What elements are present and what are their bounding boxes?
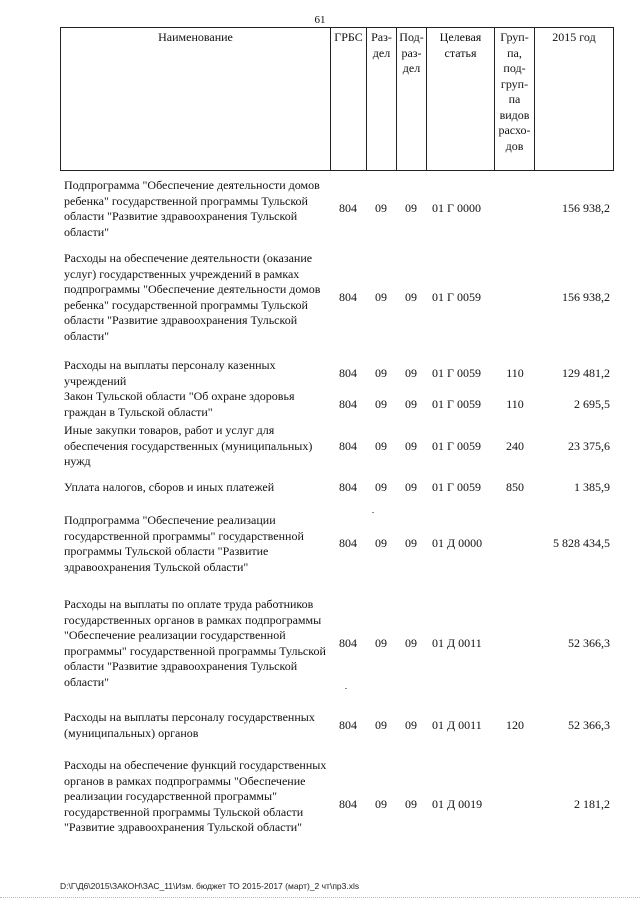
row-razdel: 09	[375, 718, 387, 732]
row-sum: 1 385,9	[574, 480, 610, 494]
row-podrazdel: 09	[405, 536, 417, 550]
header-grbs: ГРБС	[331, 28, 367, 171]
row-name: Подпрограмма "Обеспечение деятельности домов ребенка" государственной программы Тульской области "Развитие здравоохранения Тульской области"	[64, 178, 320, 239]
header-razdel: Раз- дел	[367, 28, 397, 171]
scan-speck	[372, 512, 374, 513]
row-razdel: 09	[375, 397, 387, 411]
row-name: Иные закупки товаров, работ и услуг для обеспечения государственных (муниципальных) нужд	[64, 423, 313, 468]
row-vid: 240	[506, 439, 524, 453]
row-razdel: 09	[375, 201, 387, 215]
row-celevaya: 01 Д 0011	[432, 718, 482, 732]
row-grbs: 804	[339, 366, 357, 380]
row-grbs: 804	[339, 718, 357, 732]
row-celevaya: 01 Г 0059	[432, 480, 481, 494]
row-grbs: 804	[339, 439, 357, 453]
row-name: Расходы на выплаты персоналу государственных (муниципальных) органов	[64, 710, 315, 740]
row-grbs: 804	[339, 201, 357, 215]
row-grbs: 804	[339, 797, 357, 811]
row-sum: 129 481,2	[562, 366, 610, 380]
row-grbs: 804	[339, 397, 357, 411]
row-celevaya: 01 Г 0059	[432, 290, 481, 304]
row-sum: 156 938,2	[562, 201, 610, 215]
row-celevaya: 01 Г 0059	[432, 439, 481, 453]
row-grbs: 804	[339, 536, 357, 550]
row-sum: 2 181,2	[574, 797, 610, 811]
row-name: Расходы на обеспечение деятельности (оказание услуг) государственных учреждений в рамках подпрограммы "Обеспечение деятельности домов ребенка" государственной программы Тульской области "Развитие здравоохранения Тульской области"	[64, 251, 321, 343]
row-podrazdel: 09	[405, 636, 417, 650]
row-vid: 120	[506, 718, 524, 732]
header-celevaya: Целевая статья	[427, 28, 495, 171]
row-podrazdel: 09	[405, 201, 417, 215]
row-sum: 5 828 434,5	[553, 536, 610, 550]
row-podrazdel: 09	[405, 290, 417, 304]
row-celevaya: 01 Д 0019	[432, 797, 483, 811]
row-podrazdel: 09	[405, 397, 417, 411]
row-razdel: 09	[375, 536, 387, 550]
row-sum: 156 938,2	[562, 290, 610, 304]
row-celevaya: 01 Д 0000	[432, 536, 483, 550]
row-grbs: 804	[339, 290, 357, 304]
row-name: Расходы на обеспечение функций государственных органов в рамках подпрограммы "Обеспечение реализации государственной программы" государственной программы Тульской области "Развитие здравоохранения Тульской области"	[64, 758, 327, 834]
row-vid: 110	[506, 366, 524, 380]
row-vid: 850	[506, 480, 524, 494]
row-sum: 23 375,6	[568, 439, 610, 453]
row-sum: 2 695,5	[574, 397, 610, 411]
row-razdel: 09	[375, 366, 387, 380]
row-celevaya: 01 Г 0000	[432, 201, 481, 215]
row-podrazdel: 09	[405, 718, 417, 732]
file-path-footer: D:\Г\Д6\2015\ЗАКОН\ЗАС_11\Изм. бюджет ТО 2015-2017 (март)_2 чт\пр3.xls	[60, 881, 360, 891]
row-razdel: 09	[375, 797, 387, 811]
table-header	[60, 27, 614, 171]
header-gruppa: Груп- па, под- груп- па видов расхо- дов	[495, 28, 535, 171]
row-podrazdel: 09	[405, 797, 417, 811]
row-razdel: 09	[375, 439, 387, 453]
header-year: 2015 год	[535, 28, 614, 171]
row-name: Уплата налогов, сборов и иных платежей	[64, 480, 275, 494]
page-number: 61	[314, 14, 326, 26]
row-sum: 52 366,3	[568, 718, 610, 732]
row-celevaya: 01 Д 0011	[432, 636, 482, 650]
row-name: Подпрограмма "Обеспечение реализации государственной программы" государственной программы Тульской области "Развитие здравоохранения Тульской области"	[64, 513, 304, 574]
row-vid: 110	[506, 397, 524, 411]
row-podrazdel: 09	[405, 366, 417, 380]
row-razdel: 09	[375, 480, 387, 494]
row-celevaya: 01 Г 0059	[432, 397, 481, 411]
row-celevaya: 01 Г 0059	[432, 366, 481, 380]
scan-artifact-line	[0, 897, 640, 899]
scan-speck	[345, 688, 347, 689]
row-podrazdel: 09	[405, 439, 417, 453]
row-name: Расходы на выплаты персоналу казенных учреждений	[64, 358, 276, 388]
row-razdel: 09	[375, 636, 387, 650]
header-podrazdel: Под- раз- дел	[397, 28, 427, 171]
row-sum: 52 366,3	[568, 636, 610, 650]
row-podrazdel: 09	[405, 480, 417, 494]
row-grbs: 804	[339, 480, 357, 494]
row-grbs: 804	[339, 636, 357, 650]
row-name: Расходы на выплаты по оплате труда работников государственных органов в рамках подпрограммы "Обеспечение реализации государственной программы" государственной программы Тульской области "Развитие здравоохранения Тульской области"	[64, 597, 326, 689]
row-razdel: 09	[375, 290, 387, 304]
header-name: Наименование	[61, 28, 331, 171]
row-name: Закон Тульской области "Об охране здоровья граждан в Тульской области"	[64, 389, 295, 419]
